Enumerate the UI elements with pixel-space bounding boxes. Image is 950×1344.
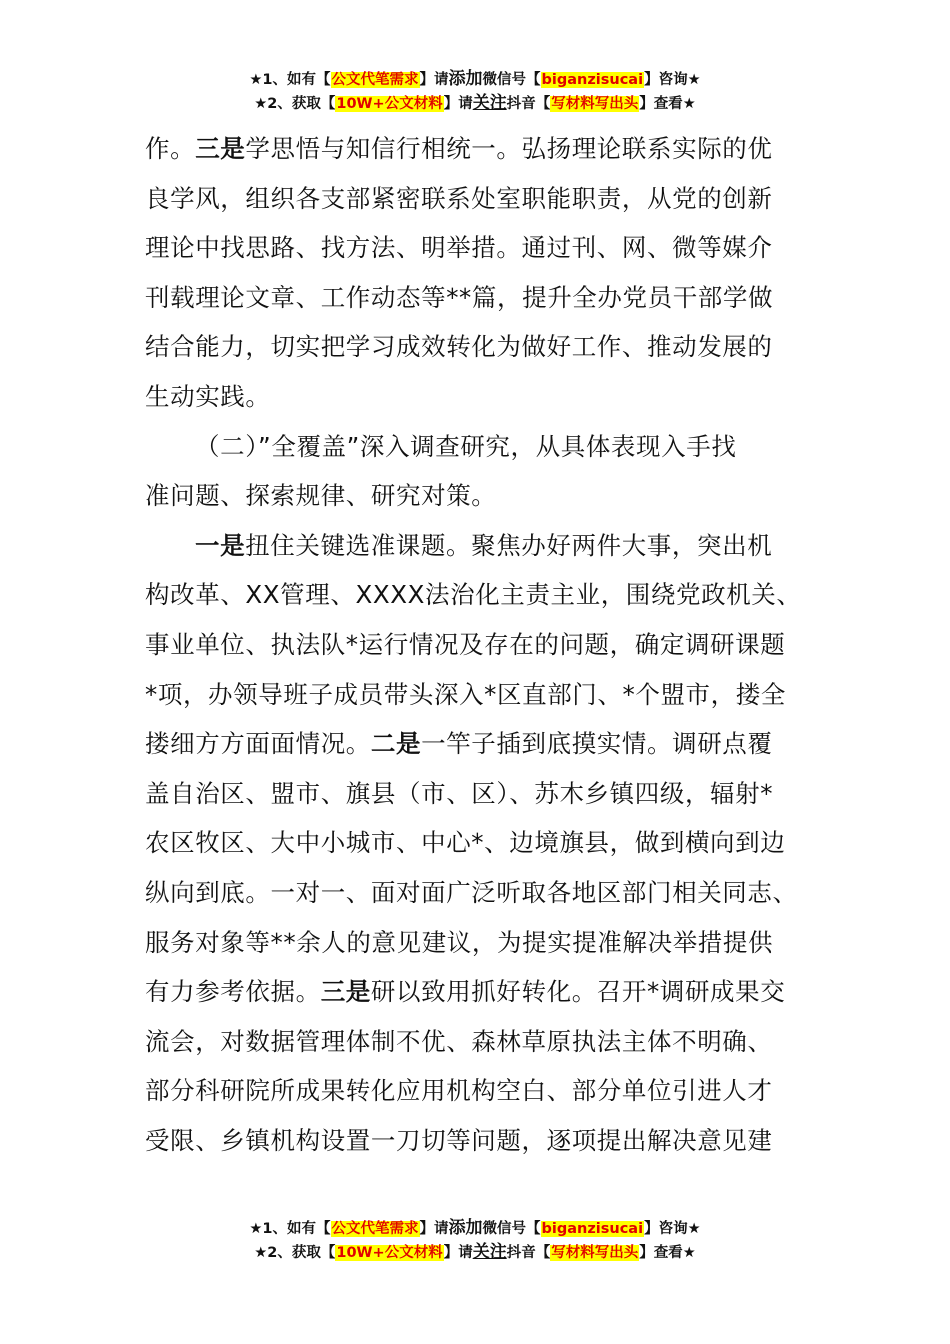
- text-line: 理论中找思路、找方法、明举措。通过刊、网、微等媒介: [145, 233, 773, 263]
- footer-banner-line-1: ★1、如有【公文代笔需求】请添加微信号【biganzisucai】咨询★: [249, 1218, 701, 1238]
- highlight-service: 公文代笔需求: [331, 72, 419, 88]
- text-line: 结合能力，切实把学习成效转化为做好工作、推动发展的: [145, 332, 773, 362]
- document-body: [145, 124, 815, 1165]
- text-line: 事业单位、执法队*运行情况及存在的问题，确定调研课题: [145, 629, 786, 659]
- highlight-wechat-id: biganzisucai: [541, 1221, 644, 1237]
- text-line: 作。三是学思悟与知信行相统一。弘扬理论联系实际的优: [145, 134, 773, 163]
- highlight-service: 公文代笔需求: [331, 1221, 419, 1237]
- text-line: 构改革、XX管理、XXXX法治化主责主业，围绕党政机关、: [145, 580, 802, 610]
- header-banner-line-1: ★1、如有【公文代笔需求】请添加微信号【biganzisucai】咨询★: [249, 69, 701, 89]
- text-line: 准问题、探索规律、研究对策。: [145, 481, 497, 511]
- header-banner-line-2: ★2、获取【10W+公文材料】请关注抖音【写材料写出头】查看★: [254, 93, 696, 113]
- text-line: 农区牧区、大中小城市、中心*、边境旗县，做到横向到边: [145, 828, 786, 858]
- text-line: 良学风，组织各支部紧密联系处室职能职责，从党的创新: [145, 183, 773, 213]
- text-line: 一是扭住关键选准课题。聚焦办好两件大事，突出机: [195, 530, 773, 560]
- footer-banner-line-2: ★2、获取【10W+公文材料】请关注抖音【写材料写出头】查看★: [254, 1242, 696, 1262]
- text-line: 流会，对数据管理体制不优、森林草原执法主体不明确、: [145, 1026, 773, 1056]
- highlight-materials: 10W+公文材料: [336, 96, 443, 112]
- highlight-douyin-id: 写材料写出头: [551, 1245, 639, 1261]
- text-line: 纵向到底。一对一、面对面广泛听取各地区部门相关同志、: [145, 877, 798, 907]
- text-line: 生动实践。: [145, 381, 271, 411]
- bold-lead: 二是: [370, 729, 422, 759]
- highlight-wechat-id: biganzisucai: [541, 72, 644, 88]
- bold-lead: 一是: [195, 530, 246, 560]
- highlight-materials: 10W+公文材料: [336, 1245, 443, 1261]
- highlight-douyin-id: 写材料写出头: [551, 96, 639, 112]
- text-line: *项，办领导班子成员带头深入*区直部门、*个盟市，搂全: [145, 679, 786, 709]
- section-heading: （二）”全覆盖”深入调查研究，从具体表现入手找: [195, 431, 737, 461]
- footer-banner: [0, 1217, 950, 1265]
- text-line: 有力参考依据。三是研以致用抓好转化。召开*调研成果交: [145, 977, 786, 1007]
- bold-lead: 三是: [320, 977, 371, 1007]
- text-line: 搂细方方面面情况。二是一竿子插到底摸实情。调研点覆: [145, 729, 773, 759]
- text-line: 盖自治区、盟市、旗县（市、区）、苏木乡镇四级，辐射*: [145, 778, 774, 808]
- text-line: 部分科研院所成果转化应用机构空白、部分单位引进人才: [145, 1076, 773, 1106]
- bold-lead: 三是: [195, 134, 246, 163]
- header-banner: [0, 68, 950, 116]
- text-line: 服务对象等**余人的意见建议，为提实提准解决举措提供: [145, 927, 774, 957]
- text-line: 受限、乡镇机构设置一刀切等问题，逐项提出解决意见建: [145, 1125, 773, 1155]
- text-line: 刊载理论文章、工作动态等**篇，提升全办党员干部学做: [145, 282, 774, 312]
